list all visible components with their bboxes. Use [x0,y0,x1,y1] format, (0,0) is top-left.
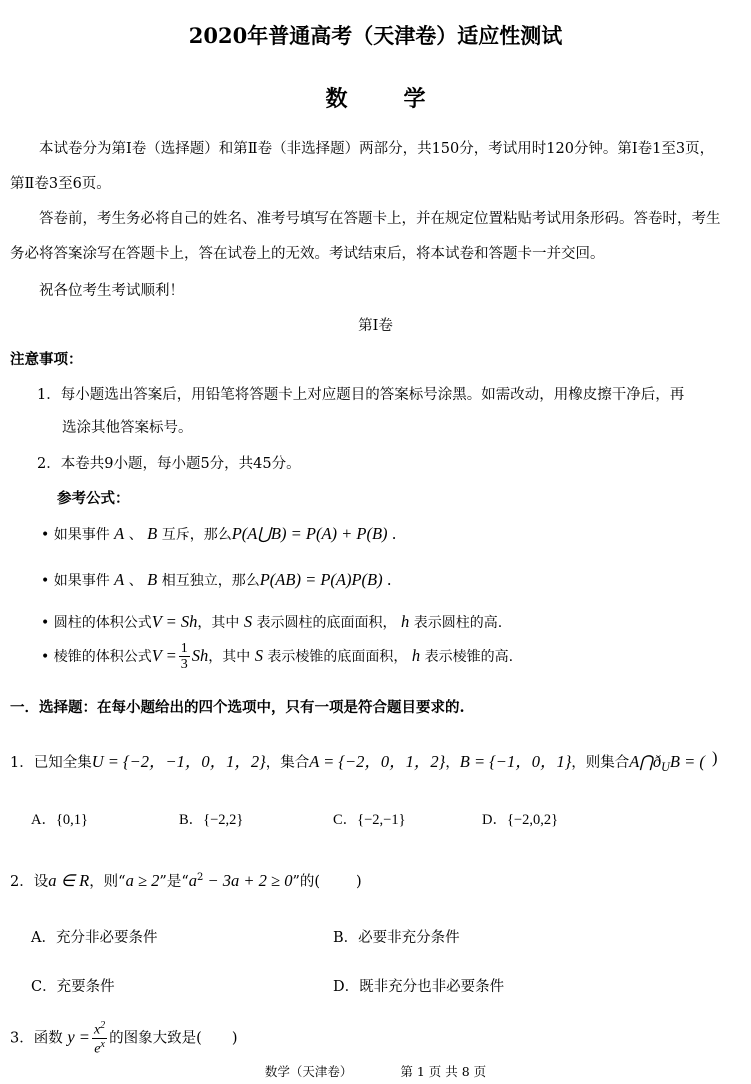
exam-title: 2020年普通高考（天津卷）适应性测试 [188,23,563,48]
question-2: 2．设a ∈ R，则“a ≥ 2”是“$a^2 - 3a + 2 \ge 0$”的( ) [10,871,362,890]
section-heading: 第Ⅰ卷 [358,318,393,334]
question-1: 1．已知全集U = {−2，−1，0，1，2}，集合A = {−2，0，1，2}，B = {−1，0，1}，则集合$A⋂ð_UB$ = ( [10,752,705,774]
note-item-1-continued: 选涂其他答案标号。 [62,420,193,436]
formula-1: • 如果事件 A 、 B 互斥，那么P(A⋃B) = P(A) + P(B) . [41,524,397,543]
bullet-icon: • [41,527,50,543]
q1-option-c: C．{−2,−1} [333,812,406,828]
q1-option-a: A．{0,1} [31,812,89,828]
subject-char-2: 学 [403,86,426,112]
page-footer [0,1062,751,1080]
fraction-one-third: $\frac{1}{3}$ [180,641,188,672]
fraction-x2-over-ex: $\frac{x^2}{e^x}$ [93,1020,106,1057]
formula-3: • 圆柱的体积公式V = Sh，其中 S 表示圆柱的底面面积， h 表示圆柱的高. [41,612,503,631]
intro-paragraph-2: 答卷前，考生务必将自己的姓名、准考号填写在答题卡上，并在规定位置粘贴考试用条形码。答卷时，考生务必将答案涂写在答题卡上，答在试卷上的无效。考试结束后，将本试卷和答题卡一并交回。 [10,211,721,262]
question-1-close-paren: ) [712,748,718,767]
part1-heading: 一．选择题：在每小题给出的四个选项中，只有一项是符合题目要求的. [10,699,465,716]
subject-char-1: 数 [325,86,348,112]
intro-wish: 祝各位考生考试顺利！ [39,283,184,299]
q2-option-a: A．充分非必要条件 [31,930,158,946]
bullet-icon: • [41,573,50,589]
q1-option-d: D．{−2,0,2} [482,812,559,828]
subject-title [0,82,751,113]
formula-2-math: P(AB) = P(A)P(B) [259,570,383,589]
notes-heading: 注意事项： [10,351,83,368]
footer-subject: 数学（天津卷） [264,1064,353,1079]
formula-3-math: V = Sh [151,612,198,631]
question-3: 3．函数 y = $\frac{x^2}{e^x}$ 的图象大致是( ) [10,1020,238,1057]
note-item-2: 2．本卷共9小题，每小题5分，共45分。 [37,456,301,472]
formula-4: • 棱锥的体积公式V = $\frac{1}{3}$ Sh，其中 S 表示棱锥的底面面积， h 表示棱锥的高. [41,641,514,672]
q1-option-b: B．{−2,2} [179,812,244,828]
bullet-icon: • [41,649,50,665]
bullet-icon: • [41,615,50,631]
formula-1-math: P(A⋃B) = P(A) + P(B) [231,524,388,543]
formula-2: • 如果事件 A 、 B 相互独立，那么P(AB) = P(A)P(B) . [41,570,392,589]
q2-option-b: B．必要非充分条件 [333,930,460,946]
footer-page-number: 第 1 页 共 8 页 [400,1064,487,1079]
intro-paragraph-1: 本试卷分为第Ⅰ卷（选择题）和第Ⅱ卷（非选择题）两部分，共150分，考试用时120分钟。第Ⅰ卷1至3页，第Ⅱ卷3至6页。 [10,141,715,192]
note-item-1: 1．每小题选出答案后，用铅笔将答题卡上对应题目的答案标号涂黑。如需改动，用橡皮擦干净后，再 [37,387,685,403]
formula-heading: 参考公式： [57,490,130,507]
q2-option-c: C．充要条件 [31,979,115,995]
q2-option-d: D．既非充分也非必要条件 [333,979,505,995]
